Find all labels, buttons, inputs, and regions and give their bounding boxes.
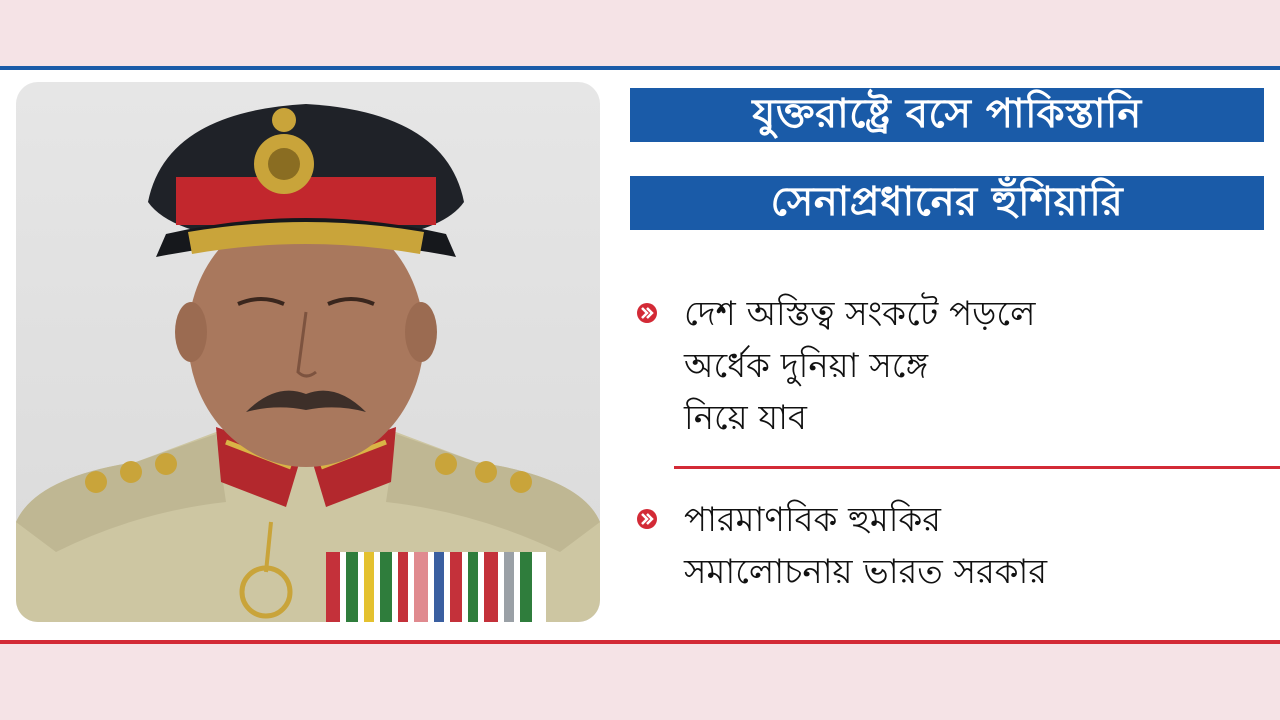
bullet-2-line-2: সমালোচনায় ভারত সরকার: [684, 552, 1048, 592]
news-card: [0, 70, 1280, 640]
bullet-2-line-1: পারমাণবিক হুমকির: [684, 500, 941, 540]
bullet-2-text: [684, 494, 1256, 598]
officer-illustration: [16, 82, 600, 622]
section-divider: [674, 466, 1280, 469]
headline-line-2: সেনাপ্রধানের হুঁশিয়ারি: [630, 176, 1264, 230]
bullet-point-1: [636, 288, 1256, 444]
bullet-1-line-3: নিয়ে যাব: [684, 398, 807, 438]
headline-line-1: যুক্তরাষ্ট্রে বসে পাকিস্তানি: [630, 88, 1264, 142]
bullet-1-line-2: অর্ধেক দুনিয়া সঙ্গে: [684, 346, 929, 386]
bullet-point-2: [636, 494, 1256, 598]
bullet-1-text: [684, 288, 1256, 444]
double-chevron-right-icon: [636, 508, 662, 530]
bullet-1-line-1: দেশ অস্তিত্ব সংকটে পড়লে: [684, 294, 1036, 334]
portrait-photo: [16, 82, 600, 622]
double-chevron-right-icon: [636, 302, 662, 324]
bottom-rule: [0, 640, 1280, 644]
